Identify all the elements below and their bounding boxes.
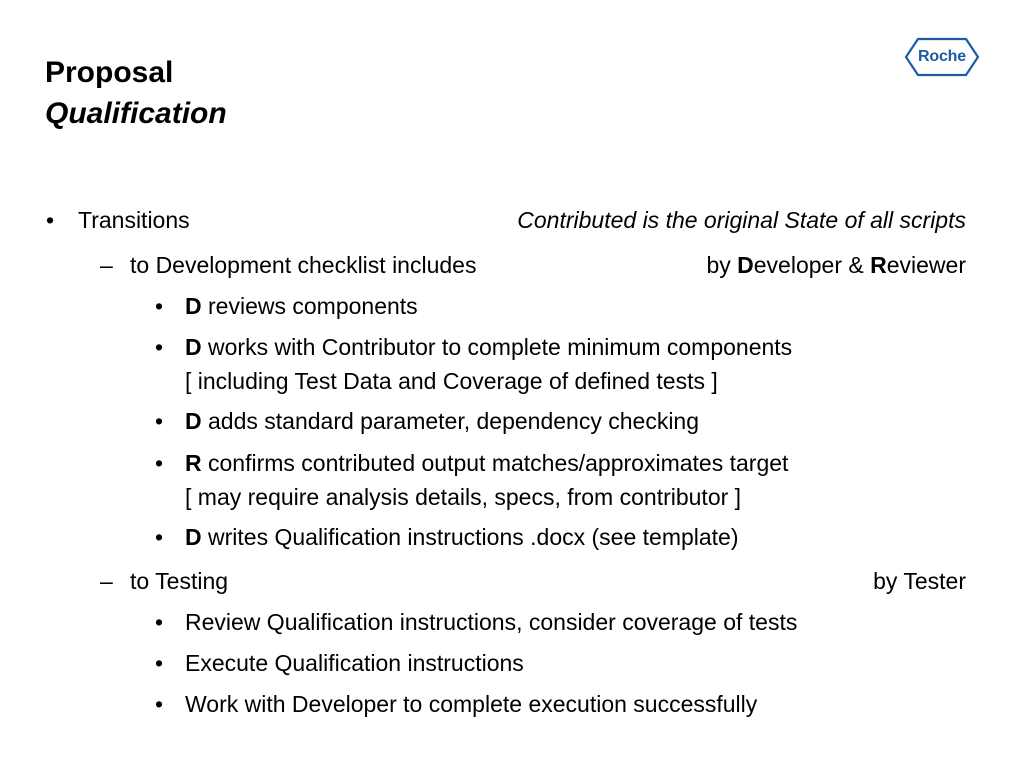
sub-bullet: • xyxy=(155,334,164,360)
role-letter: D xyxy=(185,408,202,434)
bullet-transitions: • xyxy=(46,207,55,233)
role-letter: D xyxy=(185,524,202,550)
transitions-label: Transitions xyxy=(78,207,190,233)
testing-label: to Testing xyxy=(130,568,229,594)
sub-bullet: • xyxy=(155,293,164,319)
dash-testing: – xyxy=(100,568,113,594)
item-text: works with Contributor to complete minimum components xyxy=(201,334,793,360)
sub-bullet: • xyxy=(155,650,164,676)
reviewer-initial: R xyxy=(870,252,887,278)
development-label: to Development checklist includes xyxy=(130,252,477,278)
transitions-note: Contributed is the original State of all scripts xyxy=(517,207,966,233)
item-text: reviews components xyxy=(201,293,418,319)
developer-rest: eveloper & xyxy=(753,252,871,278)
development-roles xyxy=(706,251,966,279)
logo-text: Roche xyxy=(918,48,966,65)
list-item: Execute Qualification instructions xyxy=(185,650,524,676)
list-item xyxy=(185,449,788,477)
reviewer-rest: eviewer xyxy=(886,252,966,278)
list-item: Work with Developer to complete execution successfully xyxy=(185,691,758,717)
developer-initial: D xyxy=(737,252,754,278)
list-item xyxy=(185,333,792,361)
list-item xyxy=(185,292,418,320)
roche-logo xyxy=(904,37,980,77)
list-item xyxy=(185,407,699,435)
sub-bullet: • xyxy=(155,609,164,635)
by-prefix: by xyxy=(706,252,738,278)
sub-bullet: • xyxy=(155,524,164,550)
role-letter: R xyxy=(185,450,202,476)
sub-bullet: • xyxy=(155,450,164,476)
sub-bullet: • xyxy=(155,408,164,434)
list-item: Review Qualification instructions, consider coverage of tests xyxy=(185,609,798,635)
dash-development: – xyxy=(100,252,113,278)
list-item xyxy=(185,523,739,551)
sub-bullet: • xyxy=(155,691,164,717)
item-text: confirms contributed output matches/approximates target xyxy=(201,450,789,476)
role-letter: D xyxy=(185,293,202,319)
slide-title: Proposal xyxy=(45,56,174,89)
testing-role: by Tester xyxy=(873,568,966,594)
item-text: writes Qualification instructions .docx (see template) xyxy=(201,524,739,550)
slide-subtitle: Qualification xyxy=(45,97,227,130)
list-item-continuation: [ may require analysis details, specs, from contributor ] xyxy=(185,484,742,510)
role-letter: D xyxy=(185,334,202,360)
list-item-continuation: [ including Test Data and Coverage of defined tests ] xyxy=(185,368,718,394)
item-text: adds standard parameter, dependency checking xyxy=(201,408,700,434)
